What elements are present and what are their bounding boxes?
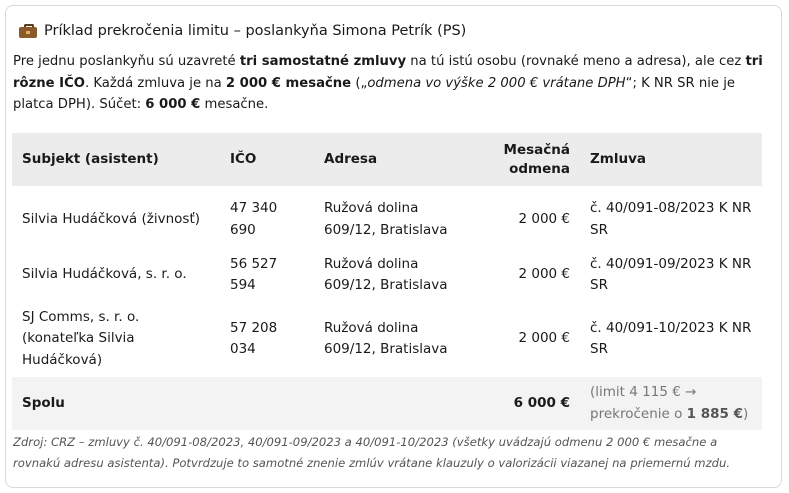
intro-quote: odmena vo výške 2 000 € vrátane DPH <box>367 75 626 91</box>
source-note: Zdroj: CRZ – zmluvy č. 40/091-08/2023, 40/091-09/2023 a 40/091-10/2023 (všetky uvádzajú odmenu 2 000 € mesačne a rovnakú adresu asistenta). Potvrdzuje to samotné znenie zmlúv vrátane klauzuly o valorizácii viazanej na priemernú mzdu. <box>13 435 731 470</box>
intro-text: mesačne. <box>200 97 269 112</box>
intro-paragraph <box>13 51 763 116</box>
limit-note <box>580 377 762 430</box>
header-subject: Subjekt (asistent) <box>12 133 220 186</box>
table-row <box>12 249 762 301</box>
cell-contract: č. 40/091-09/2023 K NR SR <box>590 255 752 293</box>
total-reward: 6 000 € <box>468 377 580 430</box>
intro-bold: tri rôzne IČO <box>13 54 763 91</box>
card-title-text: Príklad prekročenia limitu – poslankyňa Simona Petrík (PS) <box>44 23 467 39</box>
header-address: Adresa <box>314 133 468 186</box>
cell-ico: 57 208 034 <box>230 319 278 357</box>
contracts-table <box>12 133 762 430</box>
total-row <box>12 377 762 430</box>
table-row <box>12 186 762 249</box>
intro-bold: 2 000 € mesačne <box>225 75 352 91</box>
total-empty <box>220 377 314 430</box>
intro-text: na tú istú osobu (rovnaké meno a adresa), ale cez <box>406 54 746 69</box>
intro-text: . Každá zmluva je na <box>84 75 226 91</box>
header-contract: Zmluva <box>580 133 762 186</box>
cell-ico: 47 340 690 <box>230 200 278 238</box>
intro-bold: tri samostatné zmluvy <box>239 54 407 69</box>
cell-reward: 2 000 € <box>518 330 570 347</box>
cell-ico: 56 527 594 <box>230 255 278 293</box>
header-ico: IČO <box>220 133 314 186</box>
limit-note-text: (limit 4 115 € → prekročenie o <box>590 384 697 422</box>
cell-subject: Silvia Hudáčková (živnosť) <box>22 210 200 227</box>
header-reward: Mesačná odmena <box>468 133 580 186</box>
cell-address: Ružová dolina 609/12, Bratislava <box>324 200 448 238</box>
intro-text: “; K NR SR nie je platca DPH). Súčet: <box>13 75 735 112</box>
cell-subject: Silvia Hudáčková, s. r. o. <box>22 266 187 283</box>
excess-amount: 1 885 € <box>686 405 744 422</box>
intro-text: („ <box>351 75 368 91</box>
card-title <box>19 23 466 39</box>
limit-note-text: ) <box>743 405 749 422</box>
cell-contract: č. 40/091-08/2023 K NR SR <box>590 200 752 238</box>
briefcase-icon <box>19 24 37 38</box>
cell-reward: 2 000 € <box>518 266 570 283</box>
intro-text: Pre jednu poslankyňu sú uzavreté <box>13 54 240 69</box>
table-header-row <box>12 133 762 186</box>
cell-subject: SJ Comms, s. r. o. (konateľka Silvia Hudáčková) <box>22 308 140 368</box>
total-empty <box>314 377 468 430</box>
table-row <box>12 301 762 377</box>
cell-address: Ružová dolina 609/12, Bratislava <box>324 255 448 293</box>
cell-reward: 2 000 € <box>518 210 570 227</box>
intro-bold: 6 000 € <box>145 97 201 112</box>
cell-address: Ružová dolina 609/12, Bratislava <box>324 319 448 357</box>
cell-contract: č. 40/091-10/2023 K NR SR <box>590 319 752 357</box>
total-label: Spolu <box>12 377 220 430</box>
